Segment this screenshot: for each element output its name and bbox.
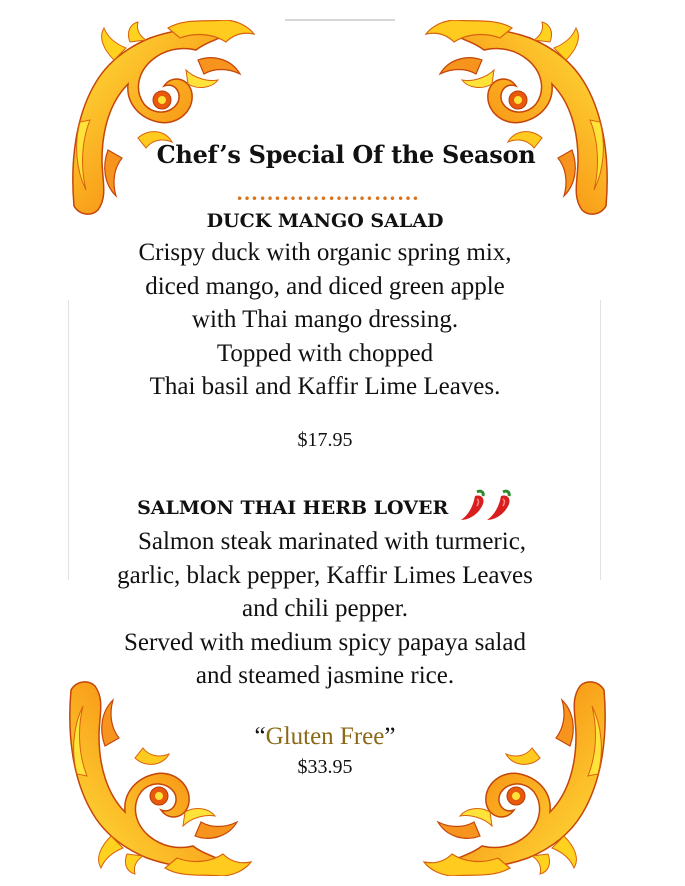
gluten-free-tag	[0, 723, 650, 751]
close-quote: ”	[384, 723, 396, 750]
description-line: Thai basil and Kaffir Lime Leaves.	[149, 373, 501, 400]
dish-name: DUCK MANGO SALAD	[206, 210, 444, 232]
chili-pepper-icon	[483, 488, 513, 522]
frame-line-top	[285, 19, 395, 21]
dish-name-row	[0, 488, 650, 522]
dish-description	[0, 525, 650, 693]
gluten-free-label: Gluten Free	[265, 723, 385, 750]
description-line: and chili pepper.	[242, 595, 408, 622]
description-line: Topped with chopped	[216, 339, 434, 367]
title-divider: ……………………	[236, 180, 420, 205]
dish-name: SALMON THAI HERB LOVER	[137, 497, 449, 519]
description-line: and steamed jasmine rice.	[195, 662, 455, 689]
description-line: garlic, black pepper, Kaffir Limes Leaves	[117, 561, 533, 589]
description-line: Salmon steak marinated with turmeric,	[137, 528, 527, 555]
description-line: Served with medium spicy papaya salad	[124, 628, 526, 656]
ornament-corner-top-right-icon	[422, 20, 612, 220]
description-line: Crispy duck with organic spring mix,	[138, 239, 512, 266]
dish-duck-mango-salad	[0, 207, 650, 404]
dish-salmon-thai-herb-lover	[0, 488, 650, 693]
description-line: with Thai mango dressing.	[191, 306, 459, 333]
dish-price: $17.95	[297, 429, 353, 451]
dish-price: $33.95	[297, 756, 353, 778]
dish-description	[0, 236, 650, 404]
open-quote: “	[254, 723, 266, 750]
menu-title: Chef’s Special Of the Season	[156, 140, 536, 169]
description-line: diced mango, and diced green apple	[145, 272, 505, 300]
